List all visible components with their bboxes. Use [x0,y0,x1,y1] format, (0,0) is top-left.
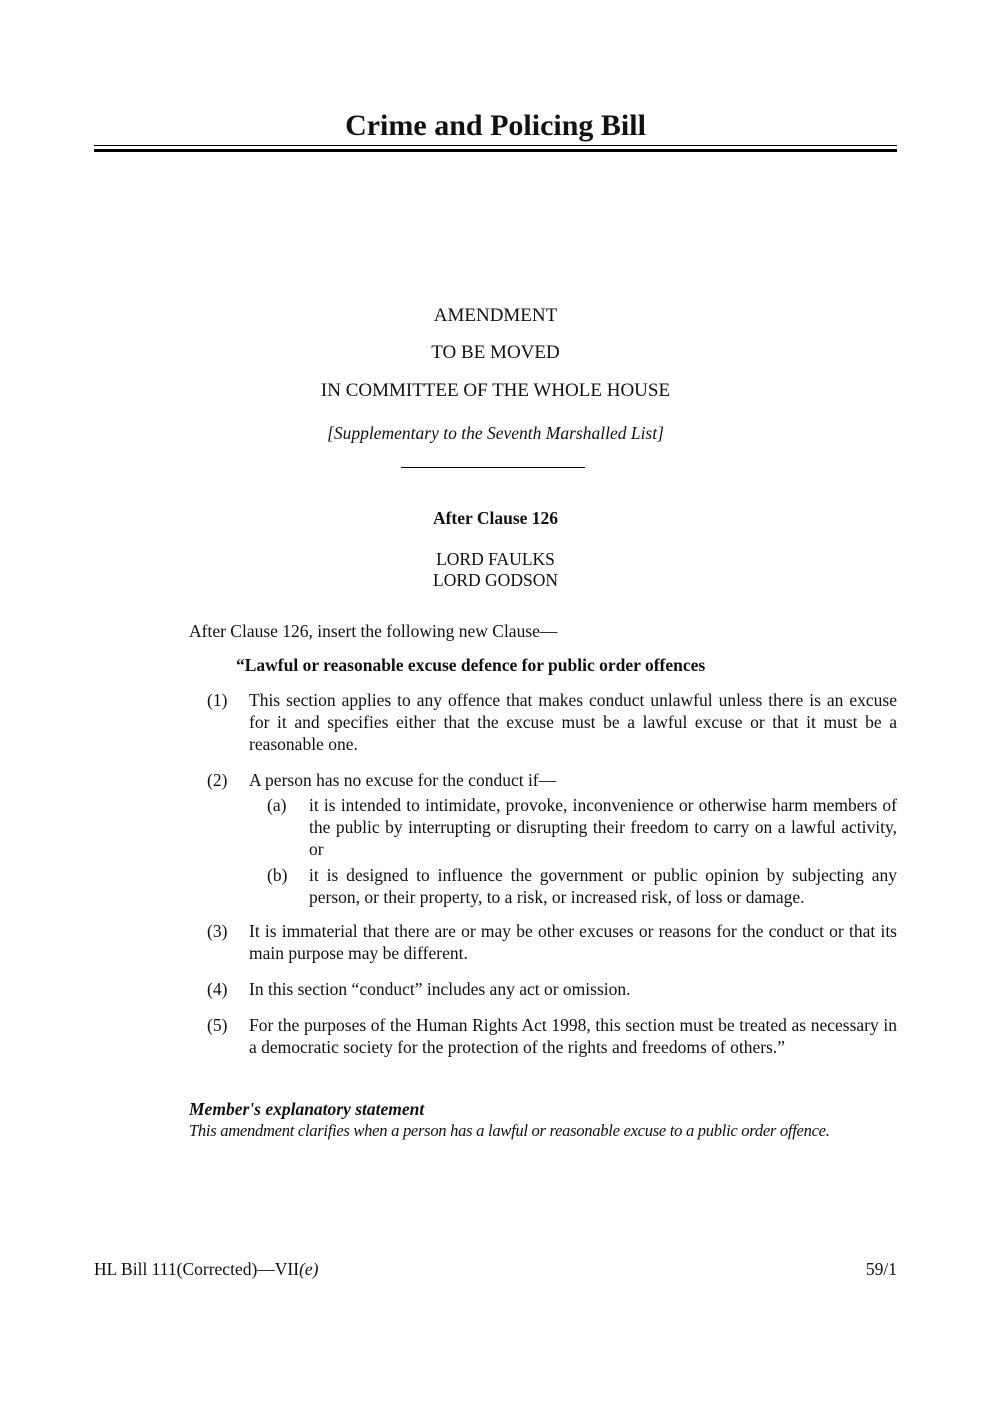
paragraph-text: it is designed to influence the government or public opinion by subjecting any person, or their property, to a risk, or increased risk, of loss or damage. [309,865,897,907]
paragraph-text: it is intended to intimidate, provoke, inconvenience or otherwise harm members of the public by interrupting or disrupting their freedom to carry on a lawful activity, or [309,795,897,859]
paragraph-number: (a) [267,795,287,815]
sponsor: LORD FAULKS [436,549,555,569]
heading-subtitle: [Supplementary to the Seventh Marshalled List] [327,423,664,443]
bill-ref-suffix: (e) [299,1259,319,1279]
clause-title: “Lawful or reasonable excuse defence for public order offences [236,655,706,675]
amendment-position: After Clause 126 [432,508,559,528]
footer-bill-reference [94,1258,319,1280]
subsection-number: (3) [207,921,228,941]
subsection-text: It is immaterial that there are or may be other excuses or reasons for the conduct or that its main purpose may be different. [249,921,897,963]
heading-to-be-moved: TO BE MOVED [431,342,560,363]
bill-ref: HL Bill 111(Corrected)—VII [94,1259,300,1279]
subsection-text: In this section “conduct” includes any act or omission. [249,979,631,999]
subsection-number: (2) [207,770,228,790]
subsection-text: This section applies to any offence that makes conduct unlawful unless there is an excuse for it and specifies either that the excuse must be a lawful excuse or that it must be a reasonable one. [249,690,897,754]
subsection-number: (4) [207,979,228,999]
footer-page-number: 59/1 [865,1259,897,1279]
heading-committee: IN COMMITTEE OF THE WHOLE HOUSE [320,380,671,401]
amendment-instruction: After Clause 126, insert the following new Clause— [189,621,558,641]
heading-amendment: AMENDMENT [433,305,558,326]
subsection-number: (1) [207,690,228,710]
subsection-number: (5) [207,1015,228,1035]
page-title: Crime and Policing Bill [345,109,646,142]
title-double-rule [94,145,897,152]
sponsor: LORD GODSON [433,570,558,590]
paragraph-number: (b) [267,865,288,885]
explanatory-heading: Member's explanatory statement [189,1099,425,1119]
subsection-text: A person has no excuse for the conduct if— [249,770,557,790]
explanatory-text: This amendment clarifies when a person has a lawful or reasonable excuse to a public order offence. [189,1121,830,1140]
subsection-text: For the purposes of the Human Rights Act 1998, this section must be treated as necessary in a democratic society for the protection of the rights and freedoms of others.” [249,1015,897,1057]
divider [401,467,585,468]
